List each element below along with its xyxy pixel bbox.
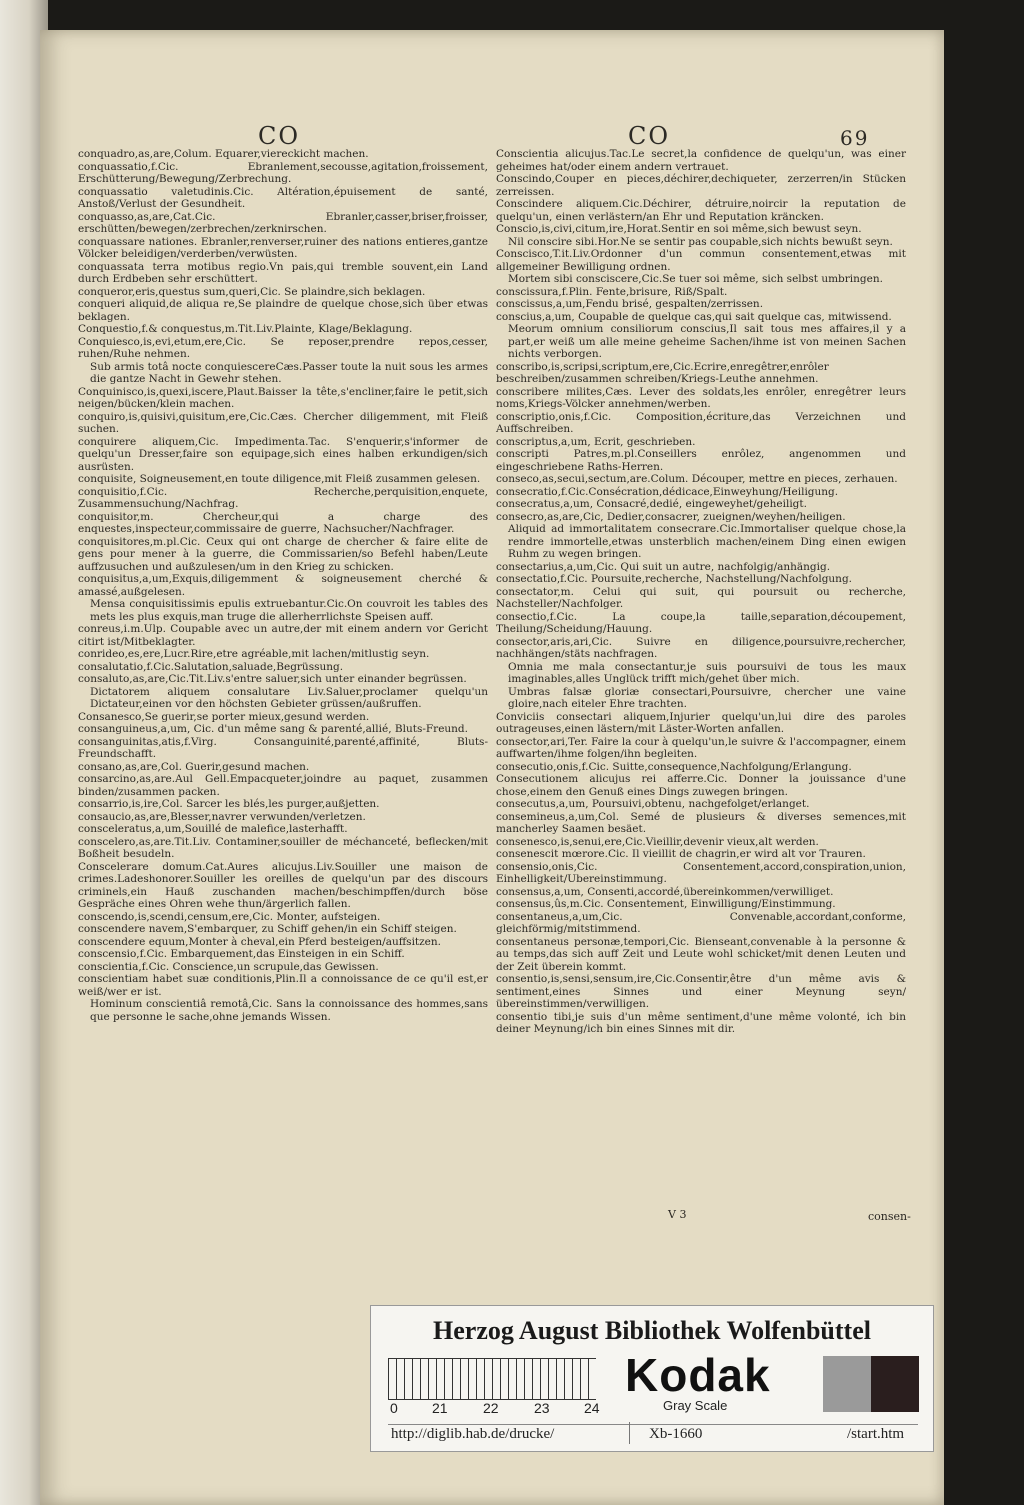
dictionary-entry: consenesco,is,senui,ere,Cic.Vieillir,devenir vieux,alt werden.: [496, 835, 819, 848]
dictionary-entry: conscribo,is,scripsi,scriptum,ere,Cic.Ecrire,enregêtrer,enrôler beschreiben/zusammen schreiben/Kriegs-Leuthe annehmen.: [496, 360, 829, 385]
start-page: /start.htm: [847, 1426, 905, 1442]
dictionary-entry: conscendo,is,scendi,censum,ere,Cic. Monter, aufsteigen.: [78, 910, 381, 923]
kodak-logo: Kodak: [625, 1349, 771, 1401]
dictionary-entry: consectio,f.Cic. La coupe,la taille,separation,découpement, Theilung/Scheidung/Hauung.: [496, 610, 906, 635]
card-vertical-divider: [629, 1422, 630, 1444]
dictionary-entry: consarrio,is,ire,Col. Sarcer les blés,les purger,außjetten.: [78, 798, 380, 810]
dictionary-entry: conscius,a,um, Coupable de quelque cas,qui sait quelque cas, mitwissend.: [496, 310, 892, 323]
dictionary-entry: consensus,ûs,m.Cic. Consentement, Einwilligung/Einstimmung.: [496, 898, 836, 910]
dictionary-entry: Consanesco,Se guerir,se porter mieux,gesund werden.: [78, 710, 370, 723]
dictionary-entry: consceleratus,a,um,Souillé de malefice,lasterhafft.: [78, 823, 348, 835]
dictionary-entry: conscriptio,onis,f.Cic. Composition,écriture,das Verzeichnen und Auffschreiben.: [496, 410, 906, 435]
dictionary-entry: consenescit mœrore.Cic. Il vieillit de chagrin,er wird alt vor Trauren.: [496, 848, 866, 860]
dictionary-entry: conquisite, Soigneusement,en toute diligence,mit Fleiß zusammen gelesen.: [78, 473, 481, 485]
dictionary-entry: conquisitio,f.Cic. Recherche,perquisition,enquete, Zusammensuchung/Nachfrag.: [78, 485, 488, 510]
ruler-number: 22: [483, 1400, 499, 1416]
dictionary-entry: consecutus,a,um, Poursuivi,obtenu, nachgefolget/erlanget.: [496, 798, 810, 810]
signature-mark: V 3: [668, 1208, 687, 1221]
dictionary-entry: Mortem sibi consciscere,Cic.Se tuer soi même, sich selbst umbringen.: [508, 273, 883, 285]
dictionary-entry: Consecutionem alicujus rei afferre.Cic. Donner la jouissance d'une chose,einem den Genuß eines Dings zuwegen bringen.: [496, 773, 906, 798]
ruler-number: 0: [390, 1400, 398, 1416]
dictionary-entry: consaluto,as,are,Cic.Tit.Liv.s'entre saluer,sich unter einander begrüssen.: [78, 673, 467, 685]
dictionary-entry: conqueror,eris,questus sum,queri,Cic. Se plaindre,sich beklagen.: [78, 285, 426, 298]
dictionary-entry: consecro,as,are,Cic, Dedier,consacrer, zueignen/weyhen/heiligen.: [496, 510, 846, 523]
dictionary-entry: consectarius,a,um,Cic. Qui suit un autre, nachfolgig/anhängig.: [496, 560, 831, 573]
dictionary-entry: conscendere navem,S'embarquer, zu Schiff gehen/in ein Schiff steigen.: [78, 923, 457, 935]
dictionary-entry: Conquinisco,is,quexi,iscere,Plaut.Baisser la tête,s'encliner,faire le petit,sich neigen/bücken/klein machen.: [78, 385, 488, 410]
dictionary-entry: Conscio,is,civi,citum,ire,Horat.Sentir en soi même,sich bewust seyn.: [496, 223, 862, 235]
dictionary-entry: consemineus,a,um,Col. Semé de plusieurs & diverses semences,mit mancherley Saamen besäet.: [496, 810, 906, 835]
ruler-number: 24: [584, 1400, 600, 1416]
dictionary-entry: conqueri aliquid,de aliqua re,Se plaindre de quelque chose,sich über etwas beklagen.: [78, 298, 488, 323]
dictionary-entry: conquassare nationes. Ebranler,renverser,ruiner des nations entieres,gantze Völcker beleidigen/verderben/verwüsten.: [78, 235, 488, 260]
dictionary-entry: consarcino,as,are.Aul Gell.Empacqueter,joindre au paquet, zusammen binden/zusammen packen.: [78, 773, 488, 798]
dictionary-entry: conscelero,as,are.Tit.Liv. Contaminer,souiller de méchanceté, beflecken/mit Boßheit besudeln.: [78, 835, 488, 860]
shelfmark: Xb-1660: [649, 1426, 703, 1442]
dictionary-entry: conscissura,f.Plin. Fente,brisure, Riß/Spalt.: [496, 285, 728, 298]
dictionary-entry: Meorum omnium consiliorum conscius,Il sait tous mes affaires,il y a part,er weiß um alle meine geheime Sachen/ihme ist von meinen Sachen nichts verborgen.: [508, 323, 906, 360]
dictionary-entry: Conquestio,f.& conquestus,m.Tit.Liv.Plainte, Klage/Beklagung.: [78, 323, 413, 335]
page-number: 69: [840, 126, 870, 150]
book-page: [40, 30, 944, 1505]
gray-patch-mid: [823, 1356, 871, 1412]
gray-patch-dark: [871, 1356, 919, 1412]
dictionary-entry: Hominum conscientiâ remotâ,Cic. Sans la connoissance des hommes,sans que personne le sache,ohne jemands Wissen.: [90, 998, 488, 1023]
dictionary-entry: conquisitor,m. Chercheur,qui a charge des enquestes,inspecteur,commissaire de guerre, Nachsucher/Nachfrager.: [78, 510, 488, 535]
dictionary-entry: conquisitores,m.pl.Cic. Ceux qui ont charge de chercher & faire elite de gens pour mener à la guerre, die Commissarien/so Befehl haben/Leute auffzusuchen und außzulesen/um in den Krieg zu schicken.: [78, 535, 488, 573]
dictionary-entry: Conscientia alicujus.Tac.Le secret,la confidence de quelqu'un, was einer geheimes hat/oder einem andern vertrauet.: [496, 148, 906, 173]
right-column: [496, 148, 906, 1036]
dictionary-entry: conscientia,f.Cic. Conscience,un scrupule,das Gewissen.: [78, 960, 379, 973]
dictionary-entry: Conscindere aliquem.Cic.Déchirer, détruire,noircir la reputation de quelqu'un, einen verlästern/an Ehr und Reputation kräncken.: [496, 198, 906, 223]
dictionary-entry: Aliquid ad immortalitatem consecrare.Cic.Immortaliser quelque chose,la rendre immortelle,etwas unsterblich machen/einem Ding einen ewigen Ruhm zu wegen bringen.: [508, 523, 906, 560]
dictionary-entry: conscriptus,a,um, Ecrit, geschrieben.: [496, 435, 696, 448]
dictionary-entry: consensio,onis,Cic. Consentement,accord,conspiration,union, Einhelligkeit/Ubereinstimmung.: [496, 860, 906, 885]
dictionary-entry: conquisitus,a,um,Exquis,diligemment & soigneusement cherché & amassé,außgelesen.: [78, 573, 488, 598]
dictionary-entry: consectatio,f.Cic. Poursuite,recherche, Nachstellung/Nachfolgung.: [496, 573, 853, 585]
dictionary-entry: consanguinitas,atis,f.Virg. Consanguinité,parenté,affinité, Bluts-Freundschafft.: [78, 735, 488, 760]
dictionary-entry: Omnia me mala consectantur,je suis poursuivi de tous les maux imaginables,alles Unglück trifft mich/gehet über mich.: [508, 660, 906, 685]
dictionary-entry: consentio tibi,je suis d'un même sentiment,d'une même volonté, ich bin deiner Meynung/ich bin eines Sinnes mit dir.: [496, 1010, 906, 1035]
dictionary-entry: conscribere milites,Cæs. Lever des soldats,les enrôler, enregêtrer leurs noms,Kriegs-Völcker annehmen/werben.: [496, 385, 906, 410]
dictionary-entry: consectator,m. Celui qui suit, qui poursuit ou recherche, Nachsteller/Nachfolger.: [496, 585, 906, 610]
ruler-number: 21: [432, 1400, 448, 1416]
dictionary-entry: conquadro,as,are,Colum. Equarer,viereckicht machen.: [78, 148, 369, 160]
ruler-scale: [388, 1358, 596, 1400]
dictionary-entry: conscientiam habet suæ conditionis,Plin.Il a connoissance de ce qu'il est,er weiß/wer er ist.: [78, 973, 488, 998]
running-head-center: CO: [628, 122, 671, 150]
catchword: consen-: [868, 1210, 911, 1223]
running-head-left: CO: [258, 122, 301, 150]
dictionary-entry: conquiro,is,quisivi,quisitum,ere,Cic.Cæs. Chercher diligemment, mit Fleiß suchen.: [78, 410, 488, 435]
dictionary-entry: consecutio,onis,f.Cic. Suitte,consequence,Nachfolgung/Erlangung.: [496, 760, 852, 773]
dictionary-entry: consecratus,a,um, Consacré,dedié, eingeweyhet/geheiligt.: [496, 498, 807, 510]
dictionary-entry: conrideo,es,ere,Lucr.Rire,etre agréable,mit lachen/mitlustig seyn.: [78, 648, 430, 660]
dictionary-entry: consector,aris,ari,Cic. Suivre en diligence,poursuivre,rechercher, nachhängen/stäts nachfragen.: [496, 635, 906, 660]
dictionary-entry: consentaneus,a,um,Cic. Convenable,accordant,conforme, gleichförmig/mitstimmend.: [496, 910, 906, 935]
kodak-target-card: [370, 1305, 934, 1452]
dictionary-entry: consensus,a,um, Consenti,accordé,übereinkommen/verwilliget.: [496, 885, 834, 898]
dictionary-entry: consecratio,f.Cic.Consécration,dédicace,Einweyhung/Heiligung.: [496, 485, 839, 498]
dictionary-entry: Conviciis consectari aliquem,Injurier quelqu'un,lui dire des paroles outrageuses,einen lästern/mit Läster-Worten anfallen.: [496, 710, 906, 735]
dictionary-entry: Conscindo,Couper en pieces,déchirer,dechiqueter, zerzerren/in Stücken zerreissen.: [496, 173, 906, 198]
dictionary-entry: conscensio,f.Cic. Embarquement,das Einsteigen in ein Schiff.: [78, 948, 405, 960]
dictionary-entry: Mensa conquisitissimis epulis extruebantur.Cic.On couvroit les tables des mets les plus exquis,man truge die allerherrlichste Speisen auff.: [90, 598, 488, 623]
dictionary-entry: consentio,is,sensi,sensum,ire,Cic.Consentir,être d'un même avis & sentiment,eines Sinnes und einer Meynung seyn/übereinstimmen/verwilligen.: [496, 973, 906, 1010]
dictionary-entry: consector,ari,Ter. Faire la cour à quelqu'un,le suivre & l'accompagner, einem auffwarten/ihme folgen/ihn begleiten.: [496, 735, 906, 760]
dictionary-entry: conreus,i.m.Ulp. Coupable avec un autre,der mit einem andern vor Gericht citirt ist/Mitbeklagter.: [78, 623, 488, 648]
left-column: [78, 148, 488, 1023]
dictionary-entry: conquassata terra motibus regio.Vn pais,qui tremble souvent,ein Land durch Erdbeben sehr erschüttert.: [78, 260, 488, 285]
dictionary-entry: Umbras falsæ gloriæ consectari,Poursuivre, chercher une vaine gloire,nach eiteler Ehre trachten.: [508, 685, 906, 710]
digital-library-url: http://diglib.hab.de/drucke/: [391, 1426, 555, 1442]
dictionary-entry: conseco,as,secui,sectum,are.Colum. Découper, mettre en pieces, zerhauen.: [496, 473, 898, 485]
card-divider-line: [388, 1424, 918, 1425]
dictionary-entry: Conscisco,T.it.Liv.Ordonner d'un commun consentement,etwas mit allgemeiner Bewilligung ordnen.: [496, 248, 906, 273]
dictionary-entry: consano,as,are,Col. Guerir,gesund machen.: [78, 760, 310, 773]
dictionary-entry: consanguineus,a,um, Cic. d'un même sang & parenté,allié, Bluts-Freund.: [78, 723, 468, 735]
dictionary-entry: consentaneus personæ,tempori,Cic. Bienseant,convenable à la personne & au temps,das sich auff Zeit und Leute wohl schicket/mit denen Leuten und der Zeit überein kommt.: [496, 935, 906, 973]
gray-scale-label: Gray Scale: [663, 1398, 728, 1413]
ruler-number: 23: [534, 1400, 550, 1416]
dictionary-entry: conquasso,as,are,Cat.Cic. Ebranler,casser,briser,froisser, erschütten/bewegen/zerbrechen/zerknirschen.: [78, 210, 488, 235]
dictionary-entry: conscissus,a,um,Fendu brisé, gespalten/zerrissen.: [496, 298, 764, 310]
library-title: Herzog August Bibliothek Wolfenbüttel: [433, 1316, 871, 1345]
dictionary-entry: Dictatorem aliquem consalutare Liv.Saluer,proclamer quelqu'un Dictateur,einen vor den höchsten Gebieter grüssen/außruffen.: [90, 685, 488, 710]
dictionary-entry: Sub armis totâ nocte conquiescereCæs.Passer toute la nuit sous les armes die gantze Nacht in Gewehr stehen.: [90, 360, 488, 385]
dictionary-entry: conscendere equum,Monter à cheval,ein Pferd besteigen/auffsitzen.: [78, 935, 441, 948]
dictionary-entry: conscripti Patres,m.pl.Conseillers enrôlez, angenommen und eingeschriebene Raths-Herren.: [496, 448, 906, 473]
dictionary-entry: conquassatio valetudinis.Cic. Altération,épuisement de santé, Anstoß/Verlust der Gesundheit.: [78, 185, 488, 210]
dictionary-entry: conquassatio,f.Cic. Ebranlement,secousse,agitation,froissement, Erschütterung/Bewegung/Zerbrechung.: [78, 160, 488, 185]
dictionary-entry: Conquiesco,is,evi,etum,ere,Cic. Se reposer,prendre repos,cesser, ruhen/Ruhe nehmen.: [78, 335, 488, 360]
dictionary-entry: consalutatio,f.Cic.Salutation,saluade,Begrüssung.: [78, 660, 344, 673]
dictionary-entry: Nil conscire sibi.Hor.Ne se sentir pas coupable,sich nichts bewußt seyn.: [508, 235, 893, 248]
dictionary-entry: consaucio,as,are,Blesser,navrer verwunden/verletzen.: [78, 810, 366, 823]
dictionary-entry: Conscelerare domum.Cat.Aures alicujus.Liv.Souiller une maison de crimes.Ladeshonorer.Souiller les oreilles de quelqu'un par des discours criminels,ein Hauß zuschanden machen/beschimpffen/durch böse Gespräche eines Ohren wehe thun/ärgerlich fallen.: [78, 860, 488, 910]
dictionary-entry: conquirere aliquem,Cic. Impedimenta.Tac. S'enquerir,s'informer de quelqu'un Dresser,faire son equipage,sich eines halben erkundigen/sich ausrüsten.: [78, 435, 488, 473]
